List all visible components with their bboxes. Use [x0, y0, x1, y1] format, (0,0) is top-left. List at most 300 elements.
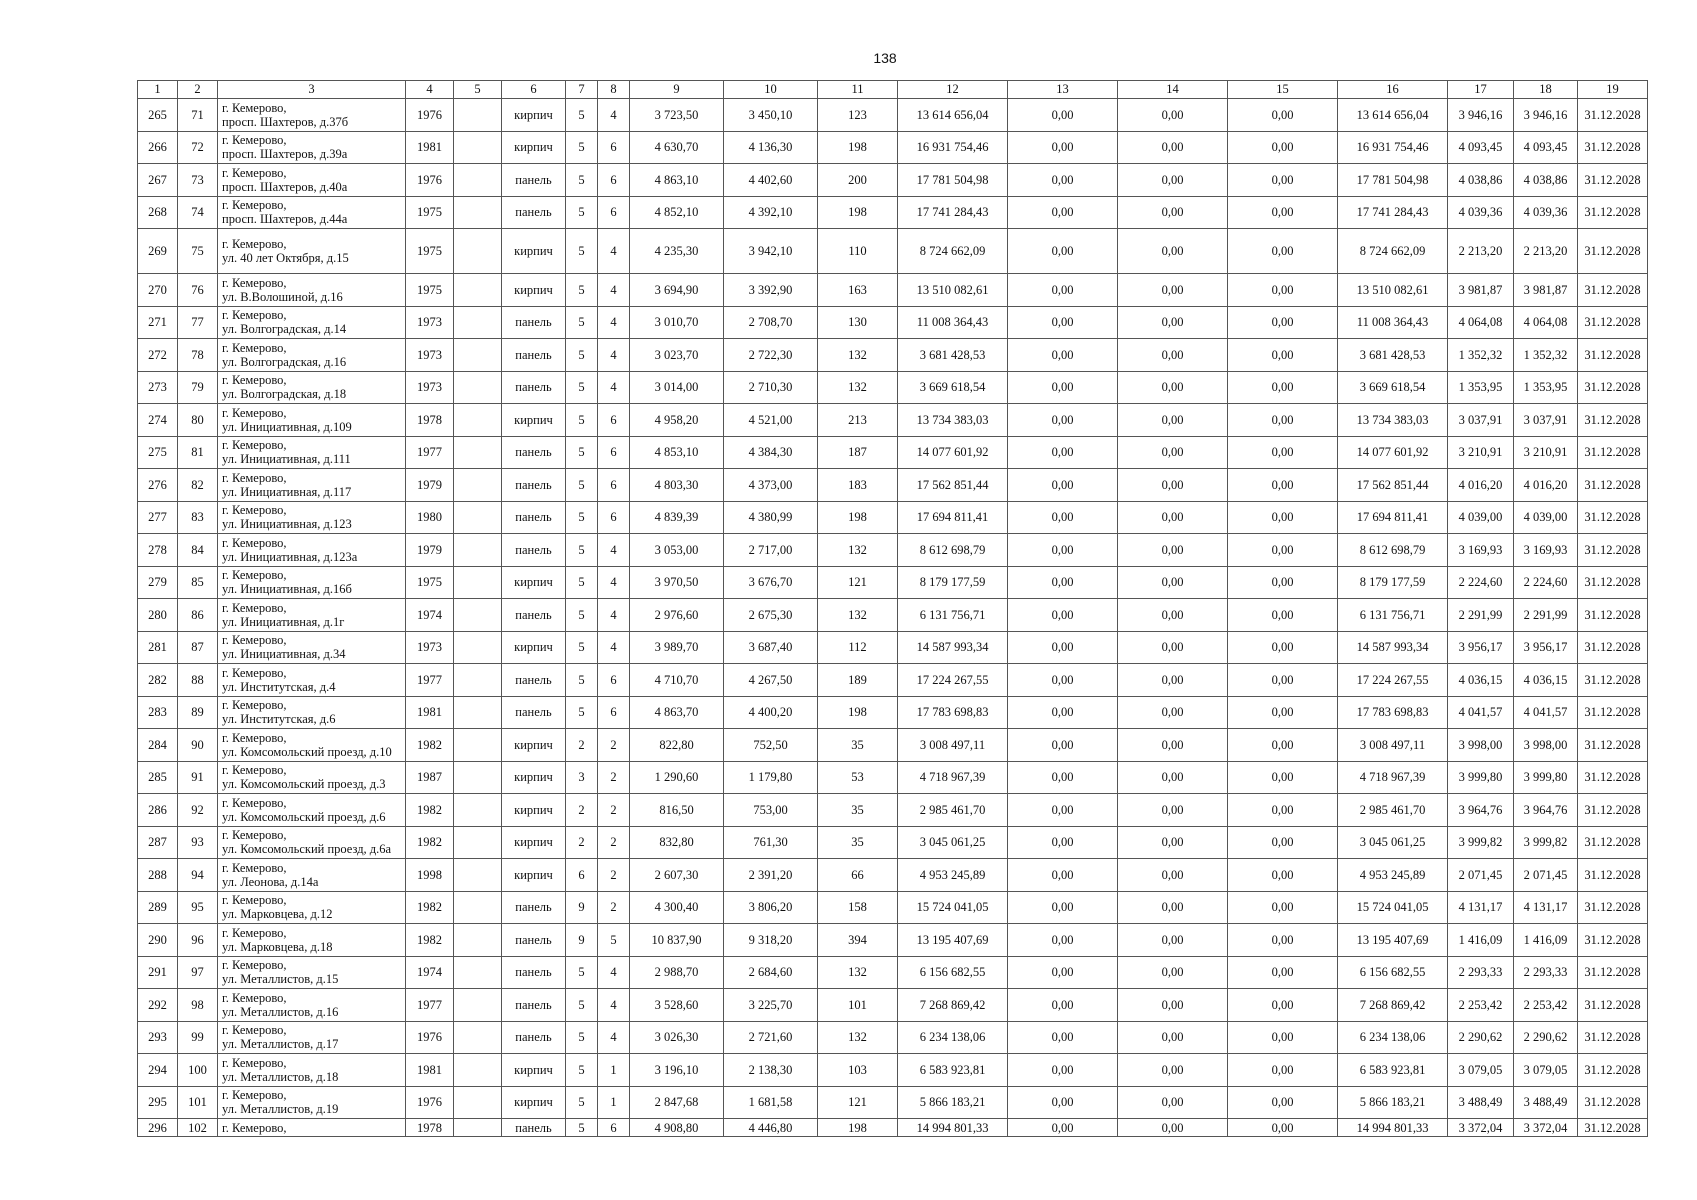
cell-area2: 1 681,58	[724, 1086, 818, 1119]
column-header: 18	[1514, 81, 1578, 99]
cell-c13: 0,00	[1008, 469, 1118, 502]
cell-date: 31.12.2028	[1578, 696, 1648, 729]
cell-mat: кирпич	[502, 404, 566, 437]
table-row	[138, 274, 1648, 307]
cell-year: 1978	[406, 1119, 454, 1137]
cell-n1: 282	[138, 664, 178, 697]
cell-n2: 99	[178, 1021, 218, 1054]
table-row	[138, 794, 1648, 827]
cell-area: 3 723,50	[630, 99, 724, 132]
cell-c17: 4 041,57	[1448, 696, 1514, 729]
cell-c14: 0,00	[1118, 1119, 1228, 1137]
address-cell	[218, 274, 406, 307]
cell-res: 132	[818, 534, 898, 567]
cell-area2: 3 392,90	[724, 274, 818, 307]
cell-area2: 4 136,30	[724, 131, 818, 164]
address-street: ул. Металлистов, д.17	[222, 1037, 339, 1052]
cell-n2: 86	[178, 599, 218, 632]
cell-date: 31.12.2028	[1578, 1086, 1648, 1119]
cell-area2: 2 138,30	[724, 1054, 818, 1087]
cell-ent: 4	[598, 631, 630, 664]
cell-fl: 5	[566, 164, 598, 197]
cell-c5	[454, 274, 502, 307]
cell-year: 1987	[406, 761, 454, 794]
column-header: 7	[566, 81, 598, 99]
address-cell	[218, 469, 406, 502]
cell-c14: 0,00	[1118, 859, 1228, 892]
address-cell	[218, 339, 406, 372]
cell-year: 1975	[406, 196, 454, 229]
cell-year: 1974	[406, 956, 454, 989]
cell-c5	[454, 306, 502, 339]
cell-c16: 5 866 183,21	[1338, 1086, 1448, 1119]
cell-c5	[454, 631, 502, 664]
cell-n2: 102	[178, 1119, 218, 1137]
cell-ent: 2	[598, 826, 630, 859]
cell-c14: 0,00	[1118, 826, 1228, 859]
cell-date: 31.12.2028	[1578, 404, 1648, 437]
address-cell	[218, 534, 406, 567]
cell-c15: 0,00	[1228, 274, 1338, 307]
cell-fl: 3	[566, 761, 598, 794]
cell-c18: 4 064,08	[1514, 306, 1578, 339]
cell-res: 101	[818, 989, 898, 1022]
cell-n2: 84	[178, 534, 218, 567]
column-number-header	[138, 81, 1648, 99]
cell-c13: 0,00	[1008, 826, 1118, 859]
address-city: г. Кемерово,	[222, 763, 287, 778]
cell-cost: 7 268 869,42	[898, 989, 1008, 1022]
cell-res: 112	[818, 631, 898, 664]
column-header: 17	[1448, 81, 1514, 99]
cell-c16: 6 131 756,71	[1338, 599, 1448, 632]
address-city: г. Кемерово,	[222, 165, 287, 180]
cell-n1: 265	[138, 99, 178, 132]
cell-area2: 9 318,20	[724, 924, 818, 957]
cell-res: 187	[818, 436, 898, 469]
address-street: ул. Инициативная, д.111	[222, 452, 351, 467]
cell-c14: 0,00	[1118, 371, 1228, 404]
cell-area2: 761,30	[724, 826, 818, 859]
address-street: просп. Шахтеров, д.44а	[222, 212, 348, 227]
cell-c17: 3 999,82	[1448, 826, 1514, 859]
cell-res: 132	[818, 956, 898, 989]
table-row	[138, 99, 1648, 132]
cell-fl: 5	[566, 599, 598, 632]
cell-cost: 17 562 851,44	[898, 469, 1008, 502]
cell-n1: 290	[138, 924, 178, 957]
cell-c16: 8 179 177,59	[1338, 566, 1448, 599]
cell-c5	[454, 599, 502, 632]
cell-res: 183	[818, 469, 898, 502]
cell-c17: 3 372,04	[1448, 1119, 1514, 1137]
cell-ent: 6	[598, 664, 630, 697]
cell-mat: панель	[502, 436, 566, 469]
cell-c18: 4 131,17	[1514, 891, 1578, 924]
cell-date: 31.12.2028	[1578, 274, 1648, 307]
cell-c15: 0,00	[1228, 131, 1338, 164]
cell-area2: 752,50	[724, 729, 818, 762]
cell-n1: 296	[138, 1119, 178, 1137]
address-city: г. Кемерово,	[222, 795, 287, 810]
address-cell	[218, 956, 406, 989]
cell-c15: 0,00	[1228, 404, 1338, 437]
cell-year: 1977	[406, 989, 454, 1022]
column-header: 19	[1578, 81, 1648, 99]
address-city: г. Кемерово,	[222, 405, 287, 420]
cell-n1: 283	[138, 696, 178, 729]
cell-n1: 284	[138, 729, 178, 762]
cell-ent: 4	[598, 566, 630, 599]
cell-c14: 0,00	[1118, 631, 1228, 664]
cell-c18: 3 210,91	[1514, 436, 1578, 469]
cell-area2: 2 710,30	[724, 371, 818, 404]
cell-c15: 0,00	[1228, 1119, 1338, 1137]
address-city: г. Кемерово,	[222, 600, 287, 615]
cell-area2: 4 446,80	[724, 1119, 818, 1137]
cell-c18: 2 253,42	[1514, 989, 1578, 1022]
address-street: ул. Марковцева, д.18	[222, 939, 333, 954]
address-street: ул. Инициативная, д.1г	[222, 614, 345, 629]
cell-c14: 0,00	[1118, 956, 1228, 989]
cell-cost: 11 008 364,43	[898, 306, 1008, 339]
cell-n2: 80	[178, 404, 218, 437]
cell-n1: 272	[138, 339, 178, 372]
address-city: г. Кемерово,	[222, 308, 287, 323]
cell-area: 3 528,60	[630, 989, 724, 1022]
cell-mat: кирпич	[502, 99, 566, 132]
column-header: 11	[818, 81, 898, 99]
cell-year: 1973	[406, 339, 454, 372]
cell-mat: кирпич	[502, 859, 566, 892]
cell-area2: 3 687,40	[724, 631, 818, 664]
cell-mat: панель	[502, 664, 566, 697]
cell-ent: 6	[598, 696, 630, 729]
cell-c13: 0,00	[1008, 164, 1118, 197]
address-cell	[218, 1054, 406, 1087]
address-cell	[218, 131, 406, 164]
address-cell	[218, 371, 406, 404]
cell-ent: 1	[598, 1086, 630, 1119]
address-street: ул. 40 лет Октября, д.15	[222, 251, 349, 265]
cell-c16: 13 614 656,04	[1338, 99, 1448, 132]
cell-c17: 4 093,45	[1448, 131, 1514, 164]
cell-res: 123	[818, 99, 898, 132]
address-street: ул. Металлистов, д.19	[222, 1102, 339, 1117]
cell-area: 3 014,00	[630, 371, 724, 404]
table-row	[138, 989, 1648, 1022]
cell-fl: 5	[566, 631, 598, 664]
cell-c14: 0,00	[1118, 274, 1228, 307]
table-row	[138, 696, 1648, 729]
address-cell	[218, 1021, 406, 1054]
address-street: ул. Леонова, д.14а	[222, 874, 319, 889]
cell-ent: 4	[598, 339, 630, 372]
column-header: 4	[406, 81, 454, 99]
cell-c5	[454, 989, 502, 1022]
cell-res: 53	[818, 761, 898, 794]
cell-c18: 3 372,04	[1514, 1119, 1578, 1137]
cell-fl: 2	[566, 729, 598, 762]
cell-c15: 0,00	[1228, 631, 1338, 664]
cell-area2: 2 717,00	[724, 534, 818, 567]
address-city: г. Кемерово,	[222, 698, 287, 713]
address-cell	[218, 696, 406, 729]
cell-cost: 6 156 682,55	[898, 956, 1008, 989]
cell-fl: 6	[566, 859, 598, 892]
cell-c18: 1 352,32	[1514, 339, 1578, 372]
table-row	[138, 131, 1648, 164]
cell-year: 1982	[406, 891, 454, 924]
column-header: 13	[1008, 81, 1118, 99]
address-city: г. Кемерово,	[222, 828, 287, 843]
cell-cost: 16 931 754,46	[898, 131, 1008, 164]
cell-cost: 14 994 801,33	[898, 1119, 1008, 1137]
table-row	[138, 164, 1648, 197]
cell-area2: 2 708,70	[724, 306, 818, 339]
cell-fl: 5	[566, 1021, 598, 1054]
cell-date: 31.12.2028	[1578, 859, 1648, 892]
cell-mat: панель	[502, 306, 566, 339]
cell-year: 1981	[406, 696, 454, 729]
address-city: г. Кемерово,	[222, 958, 287, 973]
cell-res: 121	[818, 1086, 898, 1119]
cell-res: 189	[818, 664, 898, 697]
address-street: ул. Инициативная, д.123а	[222, 549, 358, 564]
cell-c14: 0,00	[1118, 1021, 1228, 1054]
cell-area: 2 607,30	[630, 859, 724, 892]
cell-n1: 294	[138, 1054, 178, 1087]
column-header: 3	[218, 81, 406, 99]
cell-area2: 1 179,80	[724, 761, 818, 794]
cell-fl: 5	[566, 534, 598, 567]
cell-n1: 281	[138, 631, 178, 664]
cell-cost: 8 724 662,09	[898, 229, 1008, 274]
cell-c16: 17 562 851,44	[1338, 469, 1448, 502]
cell-c14: 0,00	[1118, 566, 1228, 599]
cell-res: 198	[818, 196, 898, 229]
cell-mat: кирпич	[502, 631, 566, 664]
cell-c17: 4 038,86	[1448, 164, 1514, 197]
cell-area2: 4 521,00	[724, 404, 818, 437]
cell-c5	[454, 436, 502, 469]
cell-c16: 13 510 082,61	[1338, 274, 1448, 307]
cell-fl: 2	[566, 794, 598, 827]
cell-area: 4 863,70	[630, 696, 724, 729]
cell-c5	[454, 1021, 502, 1054]
cell-area2: 3 450,10	[724, 99, 818, 132]
address-street: ул. Металлистов, д.16	[222, 1004, 339, 1019]
cell-fl: 5	[566, 1119, 598, 1137]
cell-mat: кирпич	[502, 1086, 566, 1119]
address-cell	[218, 599, 406, 632]
cell-c5	[454, 956, 502, 989]
cell-mat: кирпич	[502, 566, 566, 599]
cell-n1: 276	[138, 469, 178, 502]
cell-res: 200	[818, 164, 898, 197]
cell-area: 2 988,70	[630, 956, 724, 989]
address-city: г. Кемерово,	[222, 568, 287, 583]
cell-c16: 13 195 407,69	[1338, 924, 1448, 957]
cell-c13: 0,00	[1008, 761, 1118, 794]
cell-date: 31.12.2028	[1578, 164, 1648, 197]
cell-n1: 288	[138, 859, 178, 892]
cell-n2: 94	[178, 859, 218, 892]
cell-mat: кирпич	[502, 229, 566, 274]
cell-c13: 0,00	[1008, 196, 1118, 229]
address-city: г. Кемерово,	[222, 503, 287, 518]
cell-c18: 3 999,82	[1514, 826, 1578, 859]
cell-date: 31.12.2028	[1578, 761, 1648, 794]
cell-c5	[454, 1119, 502, 1137]
cell-fl: 5	[566, 339, 598, 372]
cell-c16: 15 724 041,05	[1338, 891, 1448, 924]
cell-c17: 2 071,45	[1448, 859, 1514, 892]
table-row	[138, 761, 1648, 794]
cell-c15: 0,00	[1228, 1021, 1338, 1054]
cell-year: 1976	[406, 99, 454, 132]
cell-area: 832,80	[630, 826, 724, 859]
cell-c17: 2 253,42	[1448, 989, 1514, 1022]
cell-c13: 0,00	[1008, 534, 1118, 567]
cell-c16: 3 669 618,54	[1338, 371, 1448, 404]
address-street: ул. Инициативная, д.123	[222, 517, 352, 532]
cell-ent: 4	[598, 274, 630, 307]
cell-n1: 275	[138, 436, 178, 469]
cell-fl: 5	[566, 956, 598, 989]
cell-c5	[454, 826, 502, 859]
cell-ent: 2	[598, 729, 630, 762]
cell-cost: 17 741 284,43	[898, 196, 1008, 229]
cell-c15: 0,00	[1228, 371, 1338, 404]
cell-area2: 4 267,50	[724, 664, 818, 697]
cell-cost: 13 734 383,03	[898, 404, 1008, 437]
cell-cost: 13 614 656,04	[898, 99, 1008, 132]
cell-area: 2 847,68	[630, 1086, 724, 1119]
cell-area: 4 958,20	[630, 404, 724, 437]
cell-n1: 280	[138, 599, 178, 632]
cell-fl: 5	[566, 99, 598, 132]
cell-c5	[454, 229, 502, 274]
cell-fl: 5	[566, 989, 598, 1022]
cell-c5	[454, 566, 502, 599]
cell-c16: 14 077 601,92	[1338, 436, 1448, 469]
cell-c17: 4 039,00	[1448, 501, 1514, 534]
cell-n2: 91	[178, 761, 218, 794]
cell-ent: 6	[598, 469, 630, 502]
housing-register-table	[137, 80, 1648, 1137]
cell-cost: 17 694 811,41	[898, 501, 1008, 534]
cell-c13: 0,00	[1008, 891, 1118, 924]
table-row	[138, 1021, 1648, 1054]
table-row	[138, 371, 1648, 404]
table-row	[138, 1086, 1648, 1119]
cell-n1: 277	[138, 501, 178, 534]
table-row	[138, 469, 1648, 502]
cell-ent: 4	[598, 1021, 630, 1054]
cell-fl: 5	[566, 1086, 598, 1119]
cell-c18: 2 291,99	[1514, 599, 1578, 632]
cell-n1: 278	[138, 534, 178, 567]
cell-n2: 73	[178, 164, 218, 197]
address-cell	[218, 826, 406, 859]
cell-c14: 0,00	[1118, 891, 1228, 924]
cell-c13: 0,00	[1008, 99, 1118, 132]
cell-ent: 1	[598, 1054, 630, 1087]
address-city: г. Кемерово,	[222, 470, 287, 485]
address-city: г. Кемерово,	[222, 893, 287, 908]
cell-area2: 3 676,70	[724, 566, 818, 599]
cell-cost: 6 583 923,81	[898, 1054, 1008, 1087]
cell-date: 31.12.2028	[1578, 956, 1648, 989]
cell-cost: 2 985 461,70	[898, 794, 1008, 827]
cell-res: 130	[818, 306, 898, 339]
cell-c15: 0,00	[1228, 826, 1338, 859]
cell-ent: 4	[598, 599, 630, 632]
cell-ent: 6	[598, 404, 630, 437]
address-street: ул. Комсомольский проезд, д.3	[222, 777, 386, 792]
address-city: г. Кемерово,	[222, 133, 287, 148]
address-cell	[218, 924, 406, 957]
cell-date: 31.12.2028	[1578, 131, 1648, 164]
cell-n2: 88	[178, 664, 218, 697]
cell-area2: 2 722,30	[724, 339, 818, 372]
cell-ent: 4	[598, 371, 630, 404]
cell-n1: 267	[138, 164, 178, 197]
cell-res: 35	[818, 826, 898, 859]
cell-mat: кирпич	[502, 274, 566, 307]
cell-c5	[454, 794, 502, 827]
cell-n2: 72	[178, 131, 218, 164]
cell-n2: 96	[178, 924, 218, 957]
cell-c14: 0,00	[1118, 664, 1228, 697]
cell-c17: 3 981,87	[1448, 274, 1514, 307]
cell-res: 213	[818, 404, 898, 437]
address-cell	[218, 99, 406, 132]
cell-c15: 0,00	[1228, 306, 1338, 339]
cell-c13: 0,00	[1008, 229, 1118, 274]
cell-date: 31.12.2028	[1578, 924, 1648, 957]
address-street: просп. Шахтеров, д.39а	[222, 147, 348, 162]
cell-res: 198	[818, 1119, 898, 1137]
cell-date: 31.12.2028	[1578, 1119, 1648, 1137]
cell-date: 31.12.2028	[1578, 196, 1648, 229]
cell-n2: 76	[178, 274, 218, 307]
cell-res: 132	[818, 1021, 898, 1054]
address-cell	[218, 794, 406, 827]
table-row	[138, 534, 1648, 567]
cell-n2: 83	[178, 501, 218, 534]
cell-area: 2 976,60	[630, 599, 724, 632]
cell-c15: 0,00	[1228, 891, 1338, 924]
address-cell	[218, 196, 406, 229]
cell-mat: панель	[502, 1119, 566, 1137]
cell-area2: 4 384,30	[724, 436, 818, 469]
cell-area2: 2 675,30	[724, 599, 818, 632]
address-city: г. Кемерово,	[222, 633, 287, 648]
cell-c14: 0,00	[1118, 761, 1228, 794]
cell-n2: 71	[178, 99, 218, 132]
cell-c17: 3 956,17	[1448, 631, 1514, 664]
cell-c15: 0,00	[1228, 99, 1338, 132]
address-cell	[218, 436, 406, 469]
cell-cost: 4 953 245,89	[898, 859, 1008, 892]
cell-c15: 0,00	[1228, 664, 1338, 697]
cell-ent: 4	[598, 99, 630, 132]
cell-c17: 1 416,09	[1448, 924, 1514, 957]
cell-mat: панель	[502, 469, 566, 502]
cell-c16: 13 734 383,03	[1338, 404, 1448, 437]
